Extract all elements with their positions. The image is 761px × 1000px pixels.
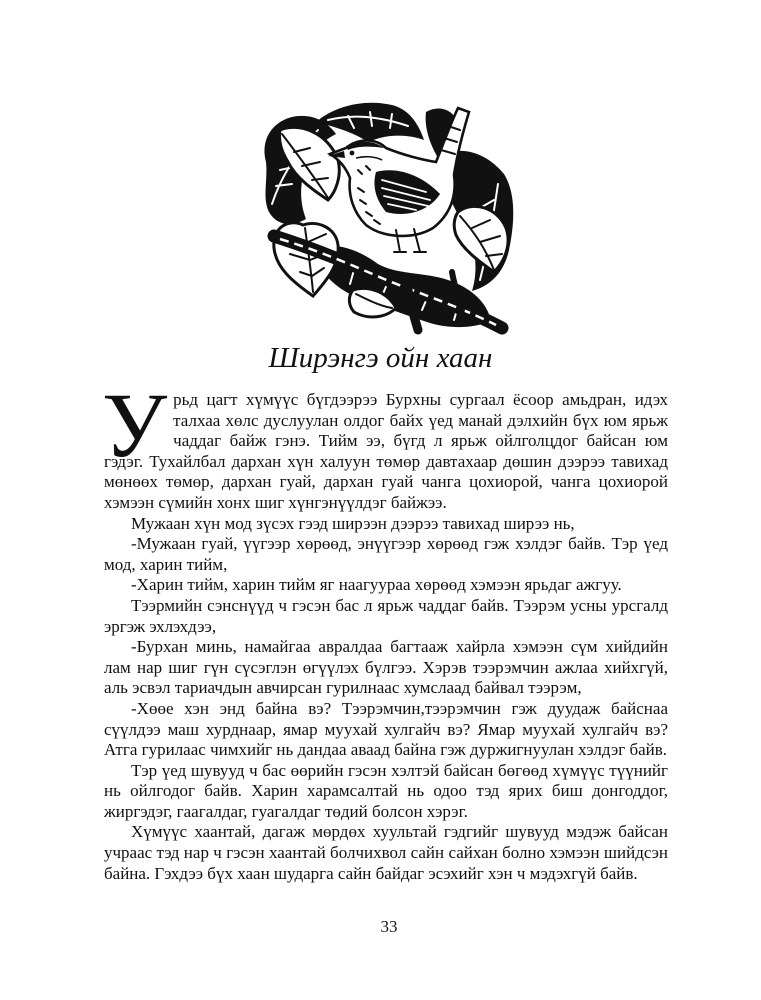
paragraph-4: -Харин тийм, харин тийм яг наагуураа хөрөөд хэмээн ярьдаг ажгуу.	[131, 575, 622, 595]
paragraph-6: -Бурхан минь, намайгаа авралдаа багтааж хайрла хэмээн сүм хийдийн лам нар шиг гүн сүсэглэн өгүүлэх бүлгээ. Хэрэв тээрэмчин ажлаа хийхгүй, аль эсвэл тариачдын авчирсан гурилнаас хумслаад байвал тээрэм,	[104, 637, 668, 698]
paragraph-1	[102, 374, 668, 514]
paragraph-5: Тээрмийн сэнснүүд ч гэсэн бас л ярьж чаддаг байв. Тээрэм усны урсгалд эргэж эхлэхдээ,	[104, 595, 668, 636]
paragraph-8: Тэр үед шувууд ч бас өөрийн гэсэн хэлтэй байсан бөгөөд хүмүүс түүнийг нь ойлгодог байв. Харин харамсалтай нь одоо тэд ярих биш донгоддог, жиргэдэг, гаагалдаг, гуагалдаг төдий болсон хэрэг.	[104, 760, 668, 821]
paragraph-7: -Хөөе хэн энд байна вэ? Тээрэмчин,тээрэмчин гэж дуудаж байснаа сүүлдээ маш хурднаар, ямар муухай хулгайч вэ? Ямар муухай хулгайч вэ? Атга гурилаас чимхийг нь дандаа аваад байна гэж дуржигнуулан хэлдэг байв.	[104, 698, 668, 760]
chapter-title: Ширэнгэ ойн хаан	[268, 342, 493, 374]
wren-on-branch-woodcut-icon	[258, 100, 518, 336]
page-number: 33	[380, 917, 398, 936]
leaf-right	[454, 206, 508, 272]
paragraph-2: Мужаан хүн мод зүсэх гээд ширээн дээрээ тавихад ширээ нь,	[131, 513, 575, 533]
drop-cap: У	[102, 374, 168, 476]
paragraph-1-text: рьд цагт хүмүүс бүгдээрээ Бурхны сургаал ёсоор амьдран, идэх талхаа хөлс дуслуулан олдог байх үед манай дэлхийн бүх юм ярьж чаддаг байж гэнэ. Тийм ээ, бүгд л ярьж ойлголцдог байсан юм гэдэг. Тухайлбал дархан хүн халуун төмөр давтахаар дөшин дээрээ тавихад мөнөөх төмөр, дархан гуай, дархан гуай чанга цохиорой, чанга цохиорой хэмээн сүмийн хонх шиг хүнгэнүүлдэг байжээ.	[104, 390, 668, 512]
paragraph-9: Хүмүүс хаантай, дагаж мөрдөх хуультай гэдгийг шувууд мэдэж байсан учраас тэд нар ч гэсэн хаантай болчихвол сайн сайхан болно хэмээн шийдсэн байна. Гэхдээ бүх хаан шударга сайн байдаг эсэхийг хэн ч мэдэхгүй байв.	[104, 822, 668, 883]
paragraph-3: -Мужаан гуай, үүгээр хөрөөд, энүүгээр хөрөөд гэж хэлдэг байв. Тэр үед мод, харин тийм,	[104, 534, 668, 574]
story-body	[102, 374, 668, 884]
wren-woodcut-illustration	[258, 100, 518, 336]
